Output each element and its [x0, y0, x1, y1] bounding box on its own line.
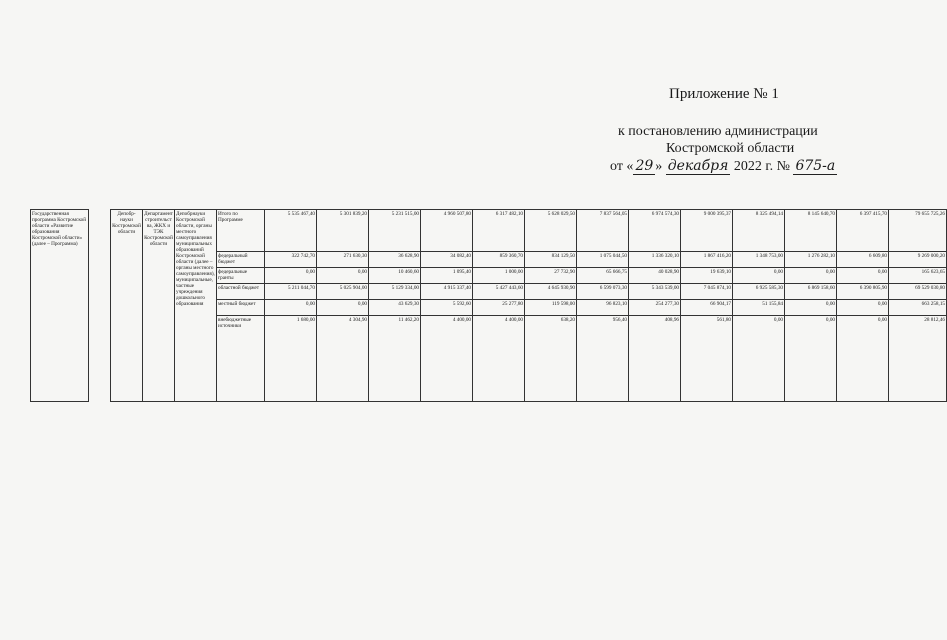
value-cell: 5 427 443,60: [473, 284, 525, 300]
value-cell: 5 628 029,50: [525, 210, 577, 252]
value-cell: 0,00: [785, 268, 837, 284]
value-cell: 561,80: [681, 316, 733, 402]
source-cell: областной бюджет: [217, 284, 265, 300]
total-cell: 79 655 725,26: [889, 210, 947, 252]
coexecutor-cell: Департамент строительства, ЖКХ и ТЭК Костромской области: [143, 210, 175, 402]
value-cell: 7 045 874,10: [681, 284, 733, 300]
value-cell: 859 360,70: [473, 252, 525, 268]
value-cell: 322 742,70: [265, 252, 317, 268]
resolution-line: к постановлению администрации: [618, 124, 818, 139]
value-cell: 65 666,75: [577, 268, 629, 284]
participants-cell: Депобрнауки Костромской области, органы местного самоуправления муниципальных образований Костромской области (далее – органы местного самоуправления), муниципальные, частные учреждения дошкольного образования: [175, 210, 217, 402]
date-month: декабря: [667, 158, 729, 174]
value-cell: 5 129 334,00: [369, 284, 421, 300]
value-cell: 6 390 805,90: [837, 284, 889, 300]
value-cell: 0,00: [785, 316, 837, 402]
value-cell: 11 462,20: [369, 316, 421, 402]
value-cell: 0,00: [785, 300, 837, 316]
value-cell: 4 400,00: [473, 316, 525, 402]
value-cell: 4 304,90: [317, 316, 369, 402]
value-cell: 9 000 395,37: [681, 210, 733, 252]
value-cell: 0,00: [837, 316, 889, 402]
value-cell: 119 598,00: [525, 300, 577, 316]
value-cell: 834 129,50: [525, 252, 577, 268]
value-cell: 4 915 337,40: [421, 284, 473, 300]
value-cell: 10 460,60: [369, 268, 421, 284]
value-cell: 4 645 930,90: [525, 284, 577, 300]
spacer-cell: [89, 210, 111, 402]
value-cell: 5 025 904,00: [317, 284, 369, 300]
value-cell: 6 974 574,30: [629, 210, 681, 252]
total-cell: 663 258,15: [889, 300, 947, 316]
value-cell: 36 628,90: [369, 252, 421, 268]
value-cell: 1 336 320,10: [629, 252, 681, 268]
value-cell: 0,00: [317, 268, 369, 284]
value-cell: 5 592,60: [421, 300, 473, 316]
value-cell: 0,00: [733, 316, 785, 402]
table-row: [31, 210, 947, 252]
value-cell: 956,40: [577, 316, 629, 402]
appendix-title: Приложение № 1: [669, 86, 779, 102]
value-cell: 27 732,90: [525, 268, 577, 284]
source-cell: Итого по Программе: [217, 210, 265, 252]
source-cell: местный бюджет: [217, 300, 265, 316]
value-cell: 1 348 753,00: [733, 252, 785, 268]
date-prefix: от «: [610, 159, 634, 174]
value-cell: 0,00: [733, 268, 785, 284]
value-cell: 1 000,00: [473, 268, 525, 284]
source-cell: федеральный бюджет: [217, 252, 265, 268]
total-cell: 9 269 000,20: [889, 252, 947, 268]
value-cell: 0,00: [317, 300, 369, 316]
value-cell: 5 343 539,00: [629, 284, 681, 300]
value-cell: 254 277,30: [629, 300, 681, 316]
value-cell: 408,96: [629, 316, 681, 402]
value-cell: 5 535 467,40: [265, 210, 317, 252]
value-cell: 6 397 415,70: [837, 210, 889, 252]
value-cell: 638,20: [525, 316, 577, 402]
value-cell: 0,00: [265, 300, 317, 316]
value-cell: 0,00: [837, 300, 889, 316]
value-cell: 0,00: [837, 268, 889, 284]
value-cell: 5 211 044,70: [265, 284, 317, 300]
value-cell: 51 155,84: [733, 300, 785, 316]
value-cell: 6 925 585,30: [733, 284, 785, 300]
value-cell: 66 904,17: [681, 300, 733, 316]
date-year: 2022 г. №: [733, 159, 790, 174]
date-day: 29: [635, 158, 654, 174]
value-cell: 40 028,90: [629, 268, 681, 284]
total-cell: 165 623,65: [889, 268, 947, 284]
executor-cell: Депобр-науки Костромской области: [111, 210, 143, 402]
document-number: 675-а: [795, 158, 836, 174]
program-name-cell: Государственная программа Костромской области «Развитие образования Костромской области» (далее – Программа): [31, 210, 89, 402]
source-cell: федеральные гранты: [217, 268, 265, 284]
value-cell: 6 869 158,60: [785, 284, 837, 300]
value-cell: 1 867 416,20: [681, 252, 733, 268]
value-cell: 8 145 640,70: [785, 210, 837, 252]
value-cell: 5 301 839,20: [317, 210, 369, 252]
source-cell: внебюджетные источники: [217, 316, 265, 402]
value-cell: 1 095,40: [421, 268, 473, 284]
value-cell: 1 680,00: [265, 316, 317, 402]
value-cell: 4 400,00: [421, 316, 473, 402]
value-cell: 1 075 044,50: [577, 252, 629, 268]
value-cell: 4 960 507,80: [421, 210, 473, 252]
value-cell: 1 276 282,10: [785, 252, 837, 268]
value-cell: 271 630,30: [317, 252, 369, 268]
value-cell: 6 317 482,10: [473, 210, 525, 252]
value-cell: 96 823,10: [577, 300, 629, 316]
value-cell: 0,00: [265, 268, 317, 284]
value-cell: 25 277,80: [473, 300, 525, 316]
date-mid: »: [655, 159, 663, 174]
region-line: Костромской области: [666, 141, 795, 156]
date-line: [610, 158, 837, 175]
value-cell: 5 231 515,00: [369, 210, 421, 252]
value-cell: 6 609,80: [837, 252, 889, 268]
total-cell: 28 812,46: [889, 316, 947, 402]
value-cell: 8 325 494,14: [733, 210, 785, 252]
value-cell: 7 837 564,05: [577, 210, 629, 252]
value-cell: 34 082,40: [421, 252, 473, 268]
value-cell: 6 599 073,30: [577, 284, 629, 300]
value-cell: 19 639,10: [681, 268, 733, 284]
value-cell: 43 629,30: [369, 300, 421, 316]
total-cell: 69 529 030,80: [889, 284, 947, 300]
funding-table: [30, 209, 947, 402]
